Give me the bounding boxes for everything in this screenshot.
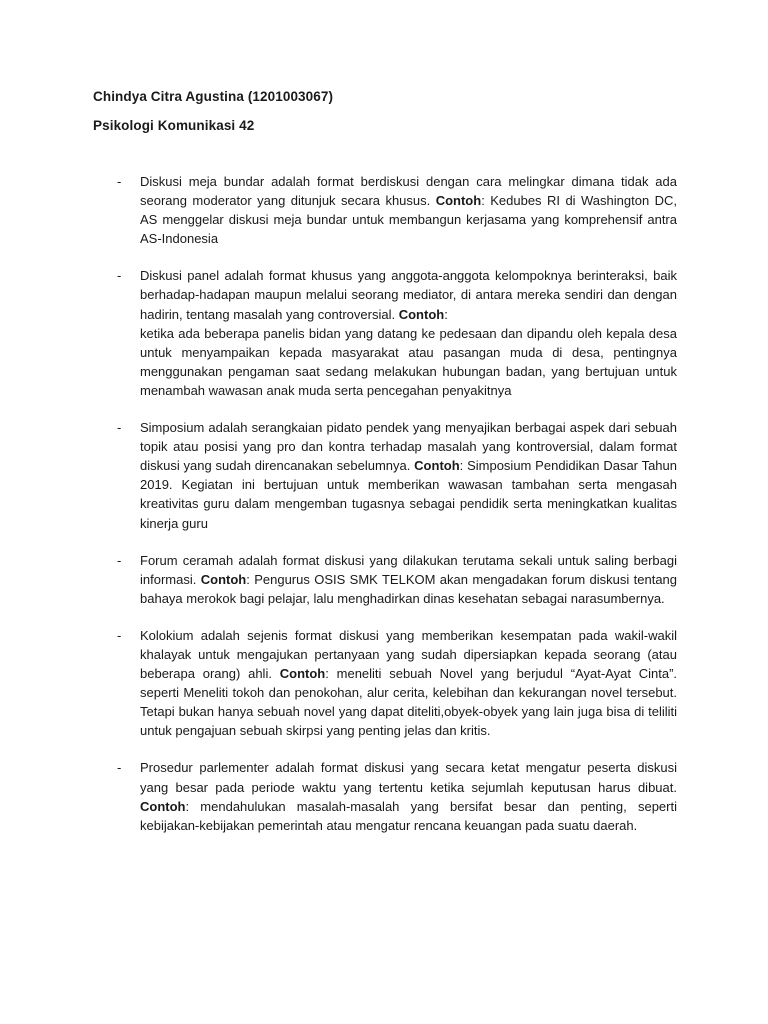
item-text: Kolokium adalah sejenis format diskusi yang memberikan kesempatan pada wakil-wakil khalayak untuk mengajukan pertanyaan yang sudah dipersiapkan kepada seorang (atau beberapa orang) ahli.	[140, 627, 677, 682]
bullet-dash: -	[117, 268, 122, 284]
example-keyword: Contoh	[435, 193, 482, 209]
example-keyword: Contoh	[140, 798, 186, 814]
course-line: Psikologi Komunikasi 42	[93, 118, 255, 133]
example-keyword: Contoh	[414, 458, 460, 474]
list-item	[117, 626, 677, 741]
item-text: Diskusi panel adalah format khusus yang anggota-anggota kelompoknya berinteraksi, baik berhadap-hadapan maupun melalui seorang mediator, di antara mereka sendiri dan dengan hadirin, tentang masalah yang controversial.	[140, 268, 677, 322]
item-text: Simposium adalah serangkaian pidato pendek yang menyajikan berbagai aspek dari sebuah topik atau posisi yang pro dan kontra terhadap masalah yang kontroversial, dalam format diskusi yang sudah direncanakan sebelumnya.	[140, 420, 677, 474]
bullet-dash: -	[117, 552, 122, 568]
example-text: : Pengurus OSIS SMK TELKOM akan mengadakan forum diskusi tentang bahaya merokok bagi pelajar, lalu menghadirkan dinas kesehatan sebagai narasumbernya.	[140, 571, 678, 606]
example-keyword: Contoh	[279, 666, 326, 682]
list-item	[117, 418, 677, 533]
item-text: Forum ceramah adalah format diskusi yang dilakukan terutama sekali untuk saling berbagi informasi.	[140, 552, 677, 587]
definition-list	[117, 172, 677, 853]
bullet-dash: -	[117, 627, 122, 643]
list-item	[117, 172, 677, 248]
bullet-dash: -	[117, 420, 122, 436]
example-keyword: Contoh	[200, 571, 247, 587]
list-item	[117, 266, 677, 400]
list-item	[117, 551, 677, 608]
list-item	[117, 758, 677, 834]
author-line: Chindya Citra Agustina (1201003067)	[93, 89, 334, 104]
example-text: :	[444, 306, 448, 322]
example-text: : mendahulukan masalah-masalah yang bersifat besar dan penting, seperti kebijakan-kebijakan pemerintah atau mengatur rencana keuangan pada suatu daerah.	[140, 798, 677, 833]
bullet-dash: -	[117, 174, 122, 189]
example-continuation: ketika ada beberapa panelis bidan yang datang ke pedesaan dan dipandu oleh kepala desa untuk menyampaikan kepada masyarakat atau pasangan muda di desa, pentingnya menggunakan pengaman saat sedang melakukan hubungan badan, yang bertujuan untuk menambah wawasan anak muda serta pencegahan penyakitnya	[140, 325, 677, 398]
example-text: : meneliti sebuah Novel yang berjudul “Ayat-Ayat Cinta”. seperti Meneliti tokoh dan penokohan, alur cerita, kelebihan dan kekurangan novel tersebut. Tetapi bukan hanya sebuah novel yang dapat diteliti,obyek-obyek yang lain juga bisa di teliliti untuk pengajuan sebuah skirpsi yang penting jelas dan kritis.	[140, 666, 678, 739]
example-text: : Kedubes RI di Washington DC, AS menggelar diskusi meja bundar untuk membangun kerjasama yang komprehensif antra AS-Indonesia	[140, 193, 678, 247]
example-text: : Simposium Pendidikan Dasar Tahun 2019. Kegiatan ini bertujuan untuk memberikan wawasan tambahan serta mengasah kreativitas guru dalam mengemban tugasnya sebagai pendidik serta meningkatkan kualitas kinerja guru	[140, 458, 677, 531]
item-text: Prosedur parlementer adalah format diskusi yang secara ketat mengatur peserta diskusi yang besar pada periode waktu yang tertentu ketika sejumlah keputusan harus dibuat.	[140, 760, 677, 795]
example-keyword: Contoh	[398, 306, 445, 322]
item-text: Diskusi meja bundar adalah format berdiskusi dengan cara melingkar dimana tidak ada seorang moderator yang ditunjuk secara khusus.	[140, 174, 677, 209]
bullet-dash: -	[117, 760, 122, 776]
